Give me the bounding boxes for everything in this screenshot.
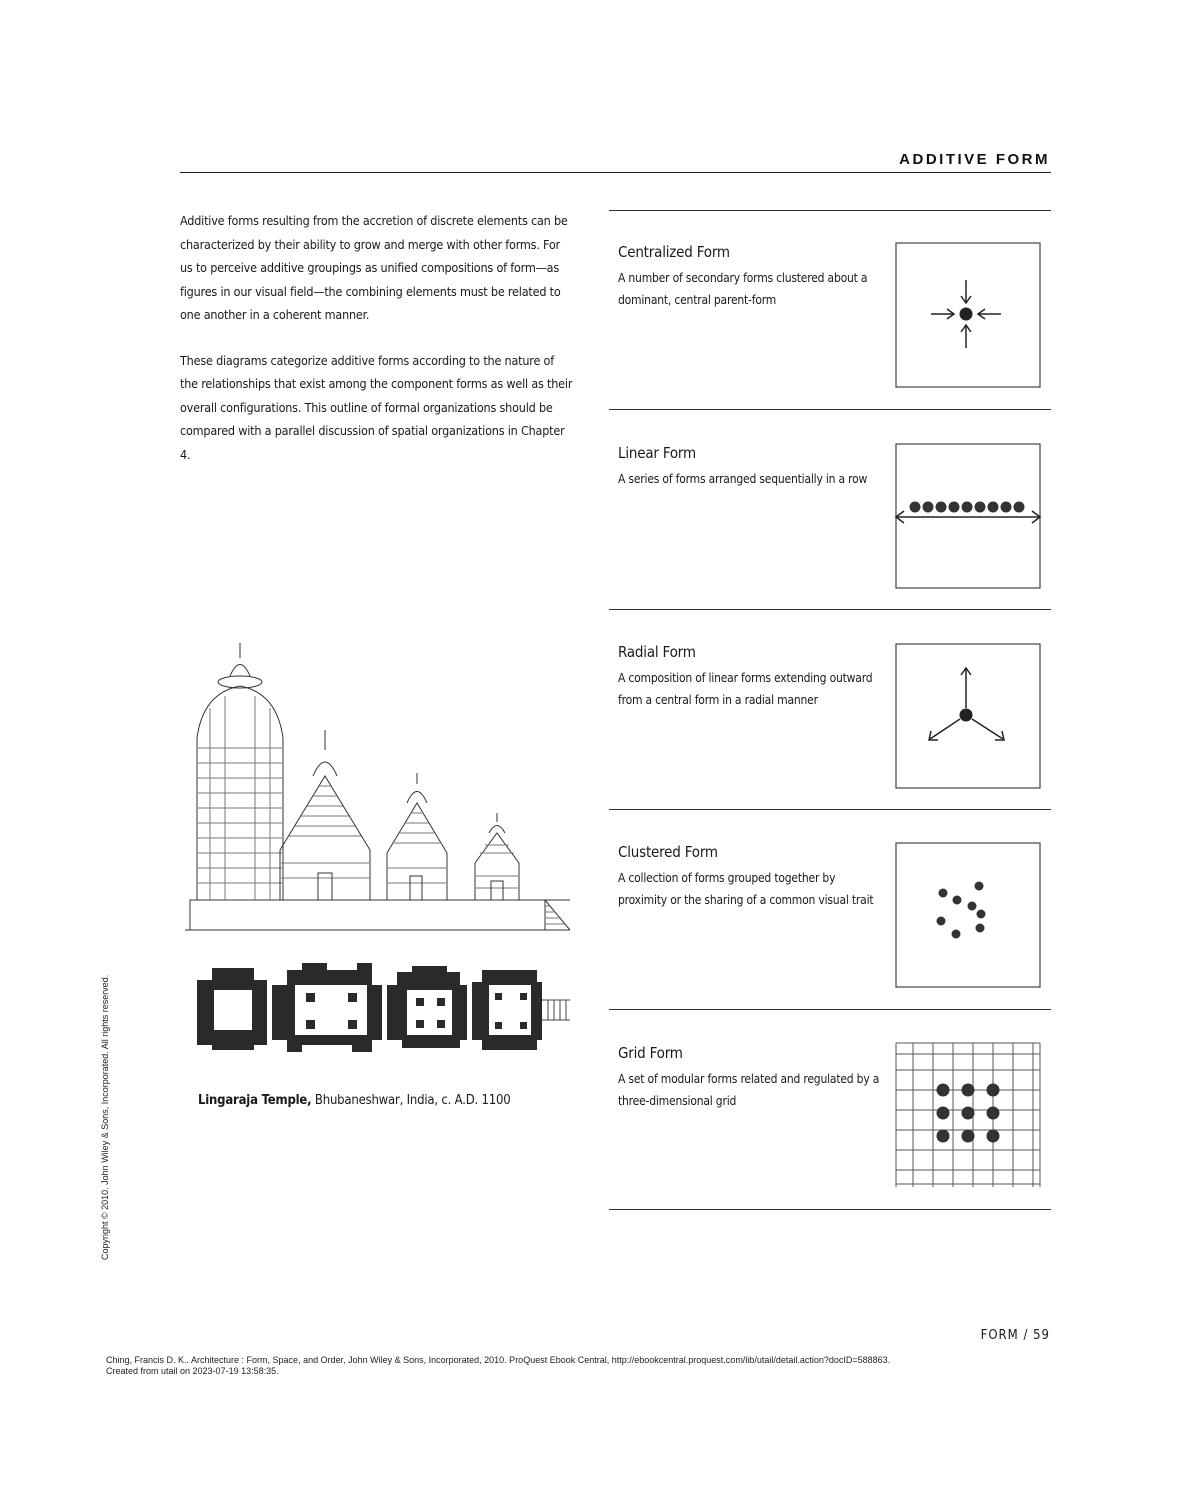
clustered-form-title: Clustered Form [618, 843, 718, 861]
entry-rule [609, 210, 1051, 211]
clustered-form-description: A collection of forms grouped together by proximity or the sharing of a common visual trait [618, 871, 874, 907]
page-number: FORM / 59 [980, 1328, 1050, 1343]
clustered-diagram-icon [893, 840, 1043, 990]
grid-form-title: Grid Form [618, 1044, 683, 1062]
intro-text [180, 209, 575, 488]
entry-rule [609, 1009, 1051, 1010]
grid-diagram-icon [893, 1040, 1043, 1190]
radial-form-description: A composition of linear forms extending outward from a central form in a radial manner [618, 671, 873, 707]
grid-form-description: A set of modular forms related and regulated by a three-dimensional grid [618, 1072, 880, 1108]
figure-caption [198, 1093, 511, 1108]
entry-rule [609, 409, 1051, 410]
section-title: ADDITIVE FORM [899, 151, 1050, 168]
temple-plan-illustration [192, 960, 570, 1055]
centralized-diagram-icon [893, 240, 1043, 390]
centralized-form-title: Centralized Form [618, 243, 730, 261]
entry-rule [609, 809, 1051, 810]
temple-elevation-illustration [185, 638, 570, 933]
entry-rule [609, 1209, 1051, 1210]
citation-footer [106, 1355, 890, 1377]
intro-paragraph-2: These diagrams categorize additive forms according to the nature of the relationships that exist among the component forms as well as their overall configurations. This outline of formal organizations should be compared with a parallel discussion of spatial organizations in Chapter 4. [180, 352, 573, 462]
citation-line-2: Created from utail on 2023-07-19 13:58:35. [106, 1366, 279, 1376]
linear-form-description: A series of forms arranged sequentially in a row [618, 472, 868, 486]
radial-diagram-icon [893, 641, 1043, 791]
linear-diagram-icon [893, 441, 1043, 591]
figure-caption-location: Bhubaneshwar, India, c. A.D. 1100 [311, 1093, 511, 1108]
side-copyright: Copyright © 2010. John Wiley & Sons, Incorporated. All rights reserved. [100, 974, 110, 1260]
figure-caption-name: Lingaraja Temple, [198, 1093, 312, 1108]
centralized-form-description: A number of secondary forms clustered about a dominant, central parent-form [618, 271, 868, 307]
entry-rule [609, 609, 1051, 610]
linear-form-title: Linear Form [618, 444, 696, 462]
citation-line-1: Ching, Francis D. K.. Architecture : Form, Space, and Order, John Wiley & Sons, Incorporated, 2010. ProQuest Ebook Central, http://ebookcentral.proquest.com/lib/utail/detail.action?docID=588863. [106, 1355, 891, 1365]
header-rule [180, 172, 1051, 173]
radial-form-title: Radial Form [618, 643, 696, 661]
intro-paragraph-1: Additive forms resulting from the accretion of discrete elements can be characterized by their ability to grow and merge with other forms. For us to perceive additive groupings as unified compositions of form—as figures in our visual field—the combining elements must be related to one another in a coherent manner. [180, 213, 568, 322]
